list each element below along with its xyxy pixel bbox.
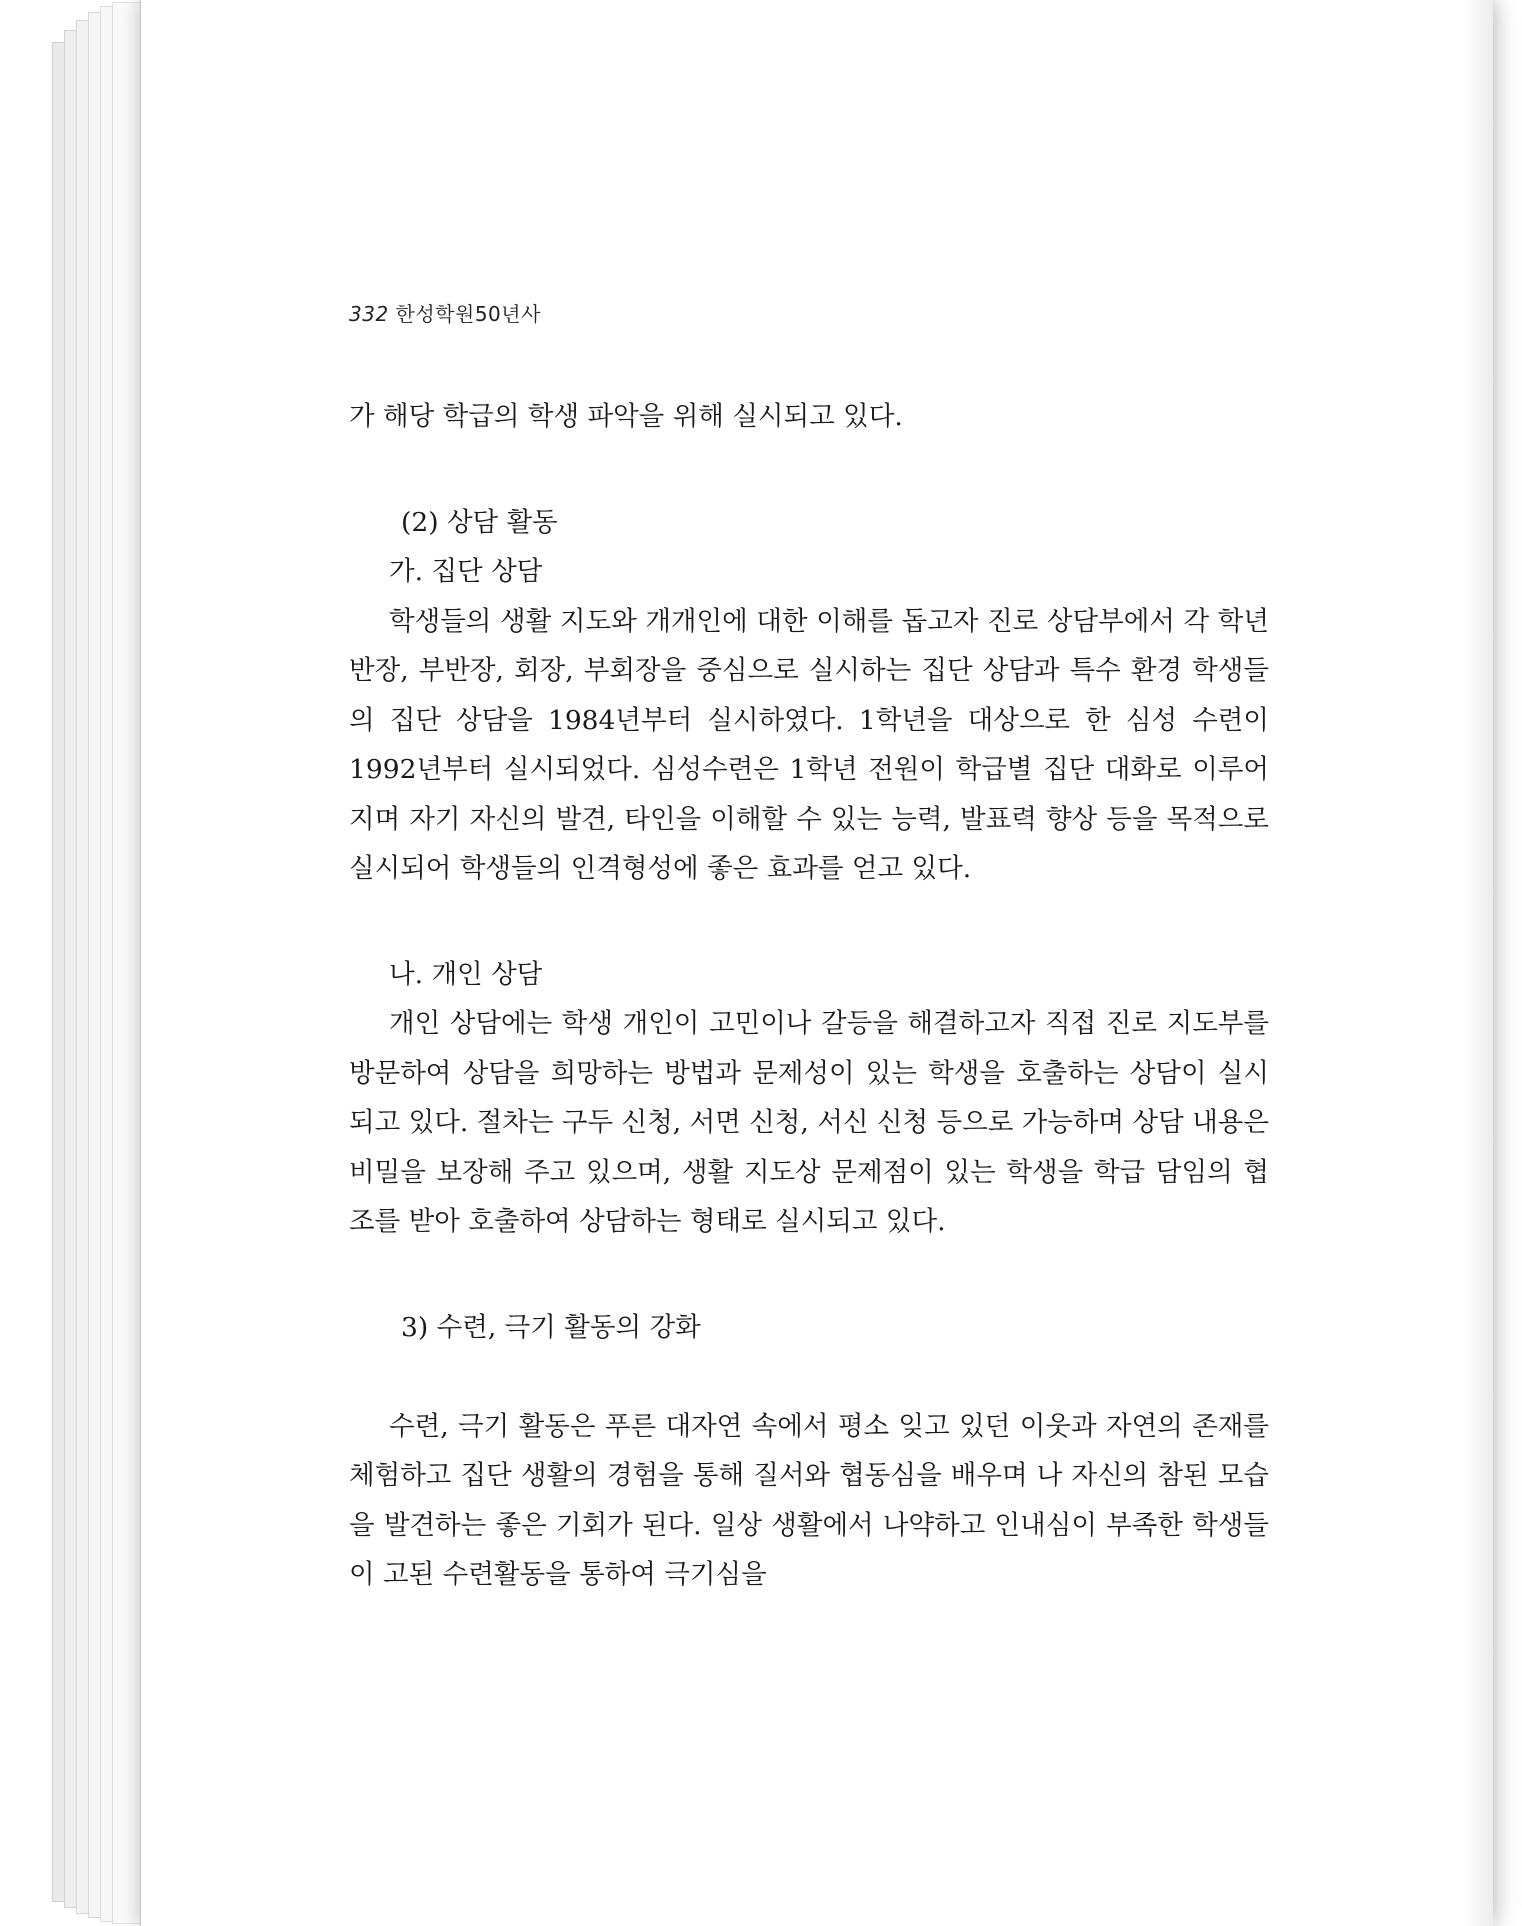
continued-paragraph: 가 해당 학급의 학생 파악을 위해 실시되고 있다. xyxy=(349,401,903,432)
paragraph-group-counseling: 학생들의 생활 지도와 개개인에 대한 이해를 돕고자 진로 상담부에서 각 학년 반장, 부반장, 회장, 부회장을 중심으로 실시하는 집단 상담과 특수 환경 학생들의 집단 상담을 1984년부터 실시하였다. 1학년을 대상으로 한 심성 수련이 1992년부터 실시되었다. 심성수련은 1학년 전원이 학급별 집단 대화로 이루어지며 자기 자신의 발견, 타인을 이해할 수 있는 능력, 발표력 향상 등을 목적으로 실시되어 학생들의 인격형성에 좋은 효과를 얻고 있다. xyxy=(349,605,1269,884)
book-page xyxy=(140,0,1493,1926)
running-header xyxy=(349,298,541,327)
section-heading-training: 3) 수련, 극기 활동의 강화 xyxy=(401,1311,701,1343)
paragraph-individual-counseling: 개인 상담에는 학생 개인이 고민이나 갈등을 해결하고자 직접 진로 지도부를 방문하여 상담을 희망하는 방법과 문제성이 있는 학생을 호출하는 상담이 실시되고 있다. 절차는 구두 신청, 서면 신청, 서신 신청 등으로 가능하며 상담 내용은 비밀을 보장해 주고 있으며, 생활 지도상 문제점이 있는 학생을 학급 담임의 협조를 받아 호출하여 상담하는 형태로 실시되고 있다. xyxy=(349,1008,1269,1237)
page-body xyxy=(349,392,1269,1600)
subheading-group-counseling: 가. 집단 상담 xyxy=(389,556,543,587)
subheading-individual-counseling: 나. 개인 상담 xyxy=(389,958,543,990)
page-number: 332 xyxy=(349,302,389,326)
book-title: 한성학원50년사 xyxy=(395,302,541,326)
paragraph-training: 수련, 극기 활동은 푸른 대자연 속에서 평소 잊고 있던 이웃과 자연의 존재를 체험하고 집단 생활의 경험을 통해 질서와 협동심을 배우며 나 자신의 참된 모습을 발견하는 좋은 기회가 된다. 일상 생활에서 나약하고 인내심이 부족한 학생들이 고된 수련활동을 통하여 극기심을 xyxy=(349,1410,1269,1590)
section-heading-counseling: (2) 상담 활동 xyxy=(401,506,558,538)
